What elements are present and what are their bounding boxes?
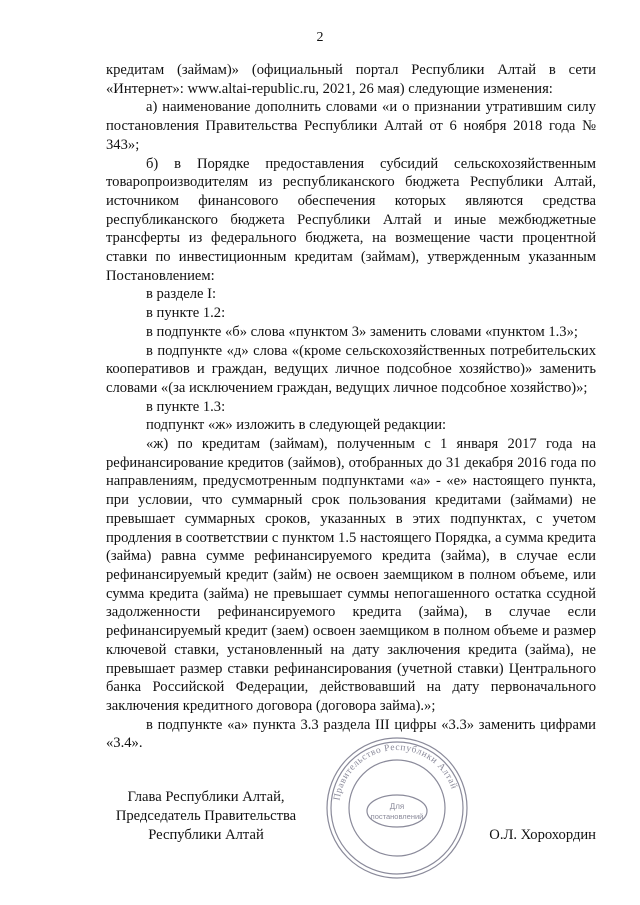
paragraph-point-3-3: в подпункте «а» пункта 3.3 раздела III цифры «3.3» заменить цифрами «3.4». (106, 716, 596, 752)
signatory-position-line: Глава Республики Алтай, (127, 789, 285, 805)
paragraph-subpoint-zh-intro: подпункт «ж» изложить в следующей редакции: (146, 417, 447, 434)
stamp-center-text: Для (389, 802, 405, 811)
paragraph-point-1-3: в пункте 1.3: (146, 398, 226, 415)
stamp-seal-icon (322, 733, 472, 883)
paragraph-item-a: а) наименование дополнить словами «и о признании утратившим силу постановления Правительства Республики Алтай от 6 ноября 2018 года № 343»; (106, 99, 596, 153)
paragraph-subpoint-zh: «ж) по кредитам (займам), полученным с 1 января 2017 года на рефинансирование кредитов (займов), отобранных до 31 декабря 2016 года по направлениям, предусмотренным подпунктами «а» - «е» настоящего пункта, при условии, что суммарный срок пользования кредитами (займами) не превышает суммарных сроков, указанных в этих подпунктах, с учетом продления в соответствии с пунктом 1.5 настоящего Порядка, а сумма кредита (займа) равна сумме рефинансируемого кредита (займа), в случае если рефинансируемый кредит (займ) не освоен заемщиком в полном объеме, или сумма кредита (займа) не превышает суммы непогашенного остатка ссудной задолженности рефинансируемого кредита (займа), в случае если рефинансируемый кредит (заем) освоен заемщиком в полном объеме и размер ключевой ставки, установленный на дату заключения кредита (займа), не превышает размер ставки рефинансирования (учетной ставки) Центрального банка Российской Федерации, действовавший на дату первоначального заключения кредитного договора (договора займа).»; (106, 436, 596, 714)
paragraph-subpoint-d: в подпункте «д» слова «(кроме сельскохозяйственных потребительских кооперативов и граждан, ведущих личное подсобное хозяйство)» заменить словами «(за исключением граждан, ведущих личное подсобное хозяйство)»; (106, 342, 596, 396)
official-stamp (322, 733, 472, 883)
signatory-position (106, 788, 306, 845)
paragraph-item-b: б) в Порядке предоставления субсидий сельскохозяйственным товаропроизводителям из республиканского бюджета Республики Алтай, источником финансового обеспечения которых являются средства республиканского бюджета Республики Алтай и иные межбюджетные трансферты из федерального бюджета, на возмещение части процентной ставки по инвестиционным кредитам (займам), утвержденным указанным Постановлением: (106, 155, 596, 284)
paragraph-point-1-2: в пункте 1.2: (146, 305, 226, 322)
document-body (106, 61, 596, 753)
stamp-ring-text: Правительство Республики Алтай (332, 742, 459, 802)
stamp-center-text: постановлений (370, 812, 424, 821)
paragraph-subpoint-b: в подпункте «б» слова «пунктом 3» заменить словами «пунктом 1.3»; (146, 323, 578, 340)
signatory-position-line: Республики Алтай (148, 827, 264, 843)
paragraph-section-1: в разделе I: (146, 286, 217, 303)
page-number: 2 (316, 30, 324, 45)
signatory-name: О.Л. Хорохордин (489, 827, 596, 843)
paragraph-intro: кредитам (займам)» (официальный портал Республики Алтай в сети «Интернет»: www.altai-republic.ru, 2021, 26 мая) следующие изменения: (106, 62, 596, 97)
signatory-position-line: Председатель Правительства (115, 808, 297, 824)
